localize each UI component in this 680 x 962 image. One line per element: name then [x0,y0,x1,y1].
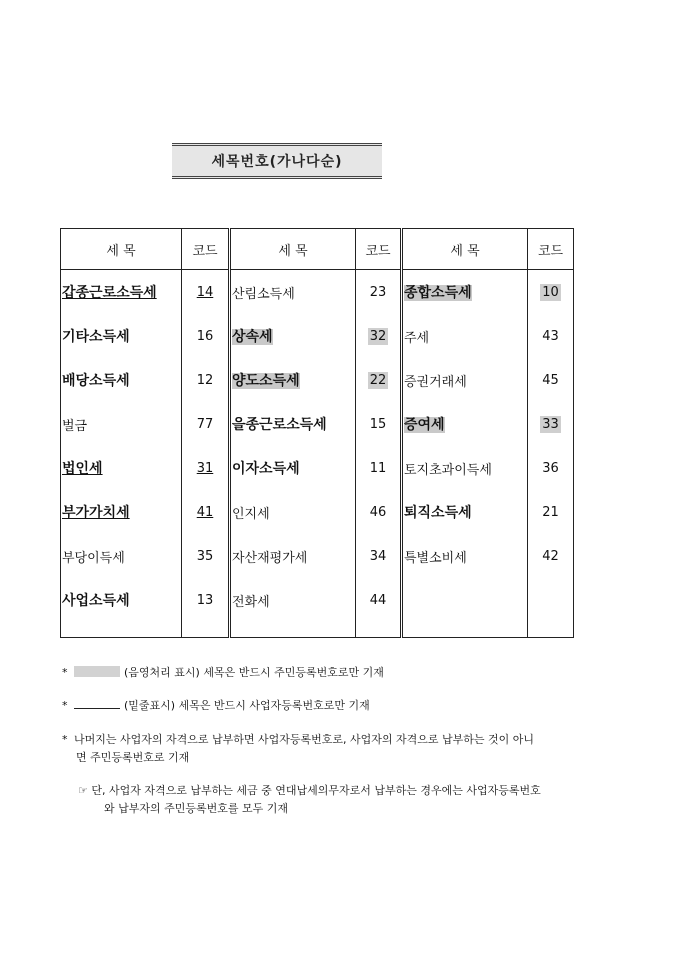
tax-code-value: 36 [542,460,559,476]
table-row [61,402,574,446]
tax-item-label: 양도소득세 [232,373,300,389]
tax-item-label: 증권거래세 [404,374,467,390]
tax-item-code [182,314,230,358]
underline-note-text: (밑줄표시) 세목은 반드시 사업자등록번호로만 기재 [124,699,370,712]
tax-item-code [356,314,402,358]
tax-item-code [356,490,402,534]
tax-item-label: 상속세 [232,329,273,345]
tax-item-name [61,490,182,534]
tax-item-label: 부가가치세 [62,505,130,521]
rest-line-1: 나머지는 사업자의 자격으로 납부하면 사업자등록번호로, 사업자의 자격으로 납부하는 것이 아니 [74,733,535,746]
tax-item-code [182,270,230,315]
tax-code-value: 41 [196,504,214,520]
tax-item-label: 배당소득세 [62,373,130,389]
tax-item-code [528,578,574,622]
tax-code-value: 10 [542,284,559,300]
tax-item-code [528,358,574,402]
tax-item-name [230,446,356,490]
tax-item-name [61,358,182,402]
tax-item-label: 을종근로소득세 [232,417,327,433]
header-name-1: 세 목 [61,229,182,270]
tax-item-label: 종합소득세 [404,285,472,301]
tax-item-name [61,270,182,315]
filler-cell [528,622,574,638]
filler-cell [61,622,182,638]
note-bullet: * [62,666,68,679]
tax-item-name [230,314,356,358]
tax-code-value: 31 [196,460,214,476]
table-row [61,534,574,578]
tax-item-name [402,446,528,490]
tax-item-label: 이자소득세 [232,461,300,477]
tax-item-label: 부당이득세 [62,550,125,566]
note-sub [78,782,541,818]
note-underline [62,697,370,715]
tax-item-name [402,358,528,402]
tax-item-label: 기타소득세 [62,329,130,345]
tax-item-label: 인지세 [232,506,270,522]
tax-item-code [528,270,574,315]
tax-code-value: 22 [369,372,387,388]
tax-item-name [230,402,356,446]
filler-cell [356,622,402,638]
tax-code-value: 16 [196,328,214,344]
tax-item-code [356,402,402,446]
tax-item-label: 전화세 [232,594,270,610]
shade-note-text: (음영처리 표시) 세목은 반드시 주민등록번호로만 기재 [124,666,384,679]
tax-item-name [402,578,528,622]
pointing-hand-icon: ☞ [78,784,88,797]
tax-code-value: 23 [369,284,387,300]
tax-code-value: 13 [196,592,214,608]
shade-sample [74,666,120,677]
filler-cell [402,622,528,638]
tax-item-label: 갑종근로소득세 [62,285,157,301]
tax-item-code [528,314,574,358]
tax-item-code [528,534,574,578]
tax-item-code [356,446,402,490]
table-row [61,314,574,358]
tax-item-name [61,402,182,446]
tax-code-value: 43 [542,328,559,344]
tax-item-code [182,358,230,402]
tax-item-code [356,270,402,315]
sub-line-2: 와 납부자의 주민등록번호를 모두 기재 [104,802,289,815]
tax-code-value: 15 [369,416,387,432]
tax-code-value: 21 [542,504,559,520]
note-rest [62,731,534,767]
table-row [61,490,574,534]
tax-code-value: 77 [196,416,214,432]
note-shade [62,664,384,682]
tax-code-value: 14 [196,284,214,300]
tax-item-name [61,446,182,490]
tax-item-code [528,446,574,490]
tax-item-name [230,270,356,315]
note-bullet: * [62,733,68,746]
tax-code-value: 12 [196,372,214,388]
tax-item-name [230,578,356,622]
tax-item-name [61,534,182,578]
tax-item-label: 특별소비세 [404,550,467,566]
tax-item-name [402,402,528,446]
tax-item-name [402,314,528,358]
tax-item-name [402,490,528,534]
header-code-2: 코드 [356,229,402,270]
table-row [61,446,574,490]
tax-item-name [230,490,356,534]
tax-item-label: 퇴직소득세 [404,505,472,521]
tax-item-code [356,534,402,578]
tax-item-code [356,358,402,402]
tax-code-value: 44 [369,592,387,608]
tax-item-label: 자산재평가세 [232,550,308,566]
tax-item-code [182,490,230,534]
tax-item-label: 법인세 [62,461,103,477]
tax-item-code [528,402,574,446]
header-name-2: 세 목 [230,229,356,270]
tax-code-table [60,228,574,638]
tax-item-label: 사업소득세 [62,593,130,609]
filler-cell [182,622,230,638]
filler-cell [230,622,356,638]
header-code-3: 코드 [528,229,574,270]
rest-line-2: 면 주민등록번호로 기재 [76,751,190,764]
tax-item-name [402,270,528,315]
table-row [61,358,574,402]
tax-item-code [528,490,574,534]
tax-item-code [182,534,230,578]
tax-code-value: 35 [196,548,214,564]
tax-item-code [182,402,230,446]
tax-code-value: 11 [369,460,387,476]
tax-code-value: 33 [542,416,559,432]
underline-sample [74,699,120,709]
table-row [61,578,574,622]
header-code-1: 코드 [182,229,230,270]
tax-code-value: 42 [542,548,559,564]
tax-code-value: 46 [369,504,387,520]
tax-item-label: 산림소득세 [232,286,295,302]
table-body [61,270,574,638]
table-row [61,270,574,315]
tax-code-value: 45 [542,372,559,388]
tax-item-label: 벌금 [62,418,88,434]
tax-item-code [182,446,230,490]
tax-item-code [182,578,230,622]
tax-item-name [61,314,182,358]
tax-item-name [230,534,356,578]
tax-item-label: 주세 [404,330,430,346]
tax-item-name [402,534,528,578]
table-header-row [61,229,574,270]
sub-line-1: 단, 사업자 자격으로 납부하는 세금 중 연대납세의무자로서 납부하는 경우에는 사업자등록번호 [91,784,541,797]
tax-item-name [230,358,356,402]
tax-item-name [61,578,182,622]
header-name-3: 세 목 [402,229,528,270]
note-bullet: * [62,699,68,712]
tax-item-code [356,578,402,622]
tax-code-value: 32 [369,328,387,344]
tax-item-label: 토지초과이득세 [404,462,492,478]
table-filler-row [61,622,574,638]
tax-code-value: 34 [369,548,387,564]
tax-item-label: 증여세 [404,417,445,433]
page-title: 세목번호(가나다순) [211,154,343,170]
title-box [172,143,382,179]
